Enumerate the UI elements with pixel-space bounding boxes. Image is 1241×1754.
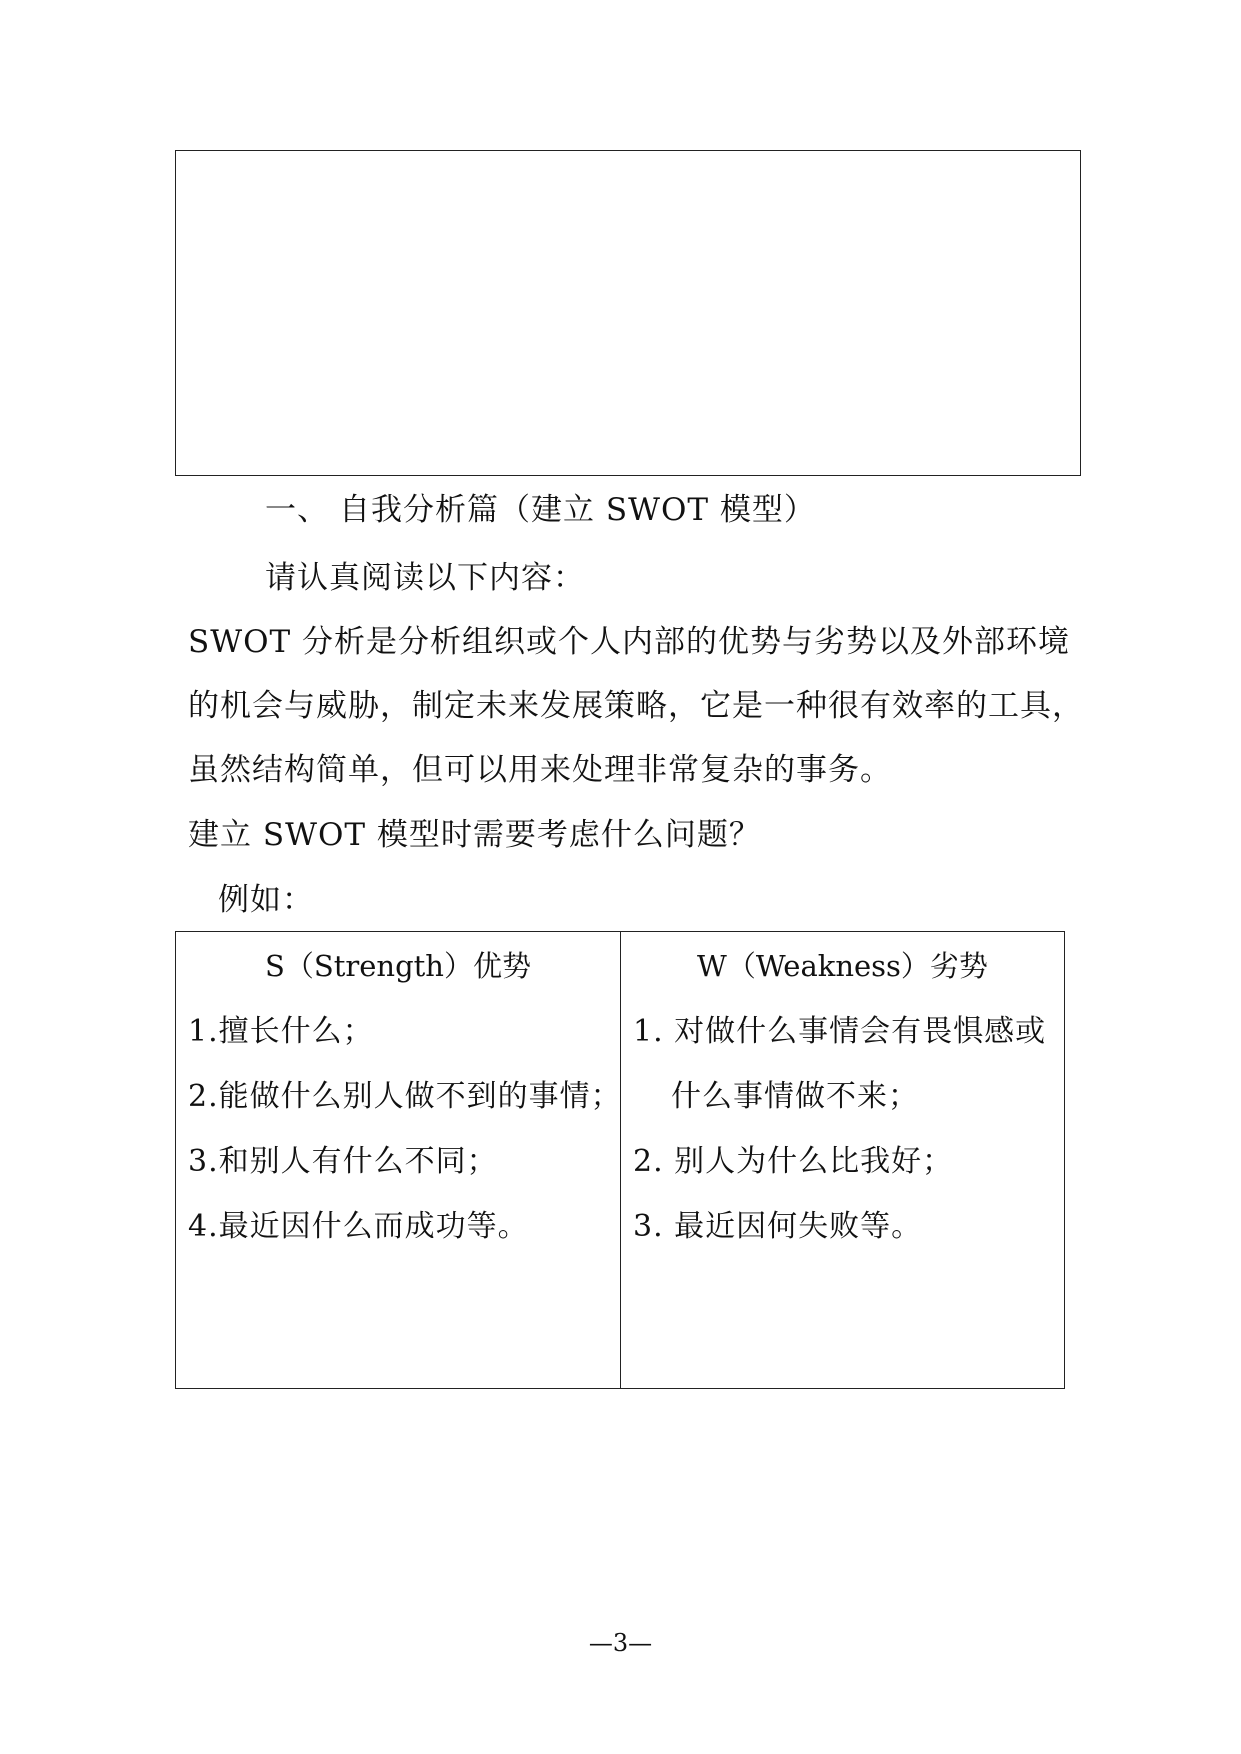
section-heading: [265, 490, 816, 530]
swot-table: [175, 931, 1065, 1389]
page-number: —3—: [588, 1629, 653, 1657]
section-number: 一、: [265, 492, 329, 528]
example-label: 例如：: [218, 882, 314, 918]
instruction-text: 请认真阅读以下内容：: [265, 560, 585, 596]
strength-item: 1.擅长什么；: [188, 1014, 374, 1049]
paragraph-line-2: 的机会与威胁，制定未来发展策略，它是一种很有效率的工具，: [188, 688, 1084, 724]
section-title: 自我分析篇（建立 SWOT 模型）: [339, 492, 816, 528]
strength-header: S（Strength）优势: [265, 949, 531, 983]
strength-item: 2.能做什么别人做不到的事情；: [188, 1079, 622, 1114]
weakness-item: 1. 对做什么事情会有畏惧感或: [633, 1014, 1047, 1049]
strength-column: [176, 932, 621, 1388]
empty-answer-box: [175, 150, 1081, 476]
weakness-item: 3. 最近因何失败等。: [633, 1209, 923, 1244]
weakness-header: W（Weakness）劣势: [697, 949, 988, 983]
weakness-item: 2. 别人为什么比我好；: [633, 1144, 954, 1179]
strength-item: 4.最近因什么而成功等。: [188, 1209, 529, 1244]
question-text: 建立 SWOT 模型时需要考虑什么问题？: [188, 817, 761, 853]
weakness-column: [621, 932, 1064, 1388]
strength-item: 3.和别人有什么不同；: [188, 1144, 498, 1179]
paragraph-line-1: SWOT 分析是分析组织或个人内部的优势与劣势以及外部环境: [188, 624, 1071, 660]
weakness-item: 什么事情做不来；: [671, 1079, 919, 1114]
paragraph-line-3: 虽然结构简单，但可以用来处理非常复杂的事务。: [188, 752, 892, 788]
